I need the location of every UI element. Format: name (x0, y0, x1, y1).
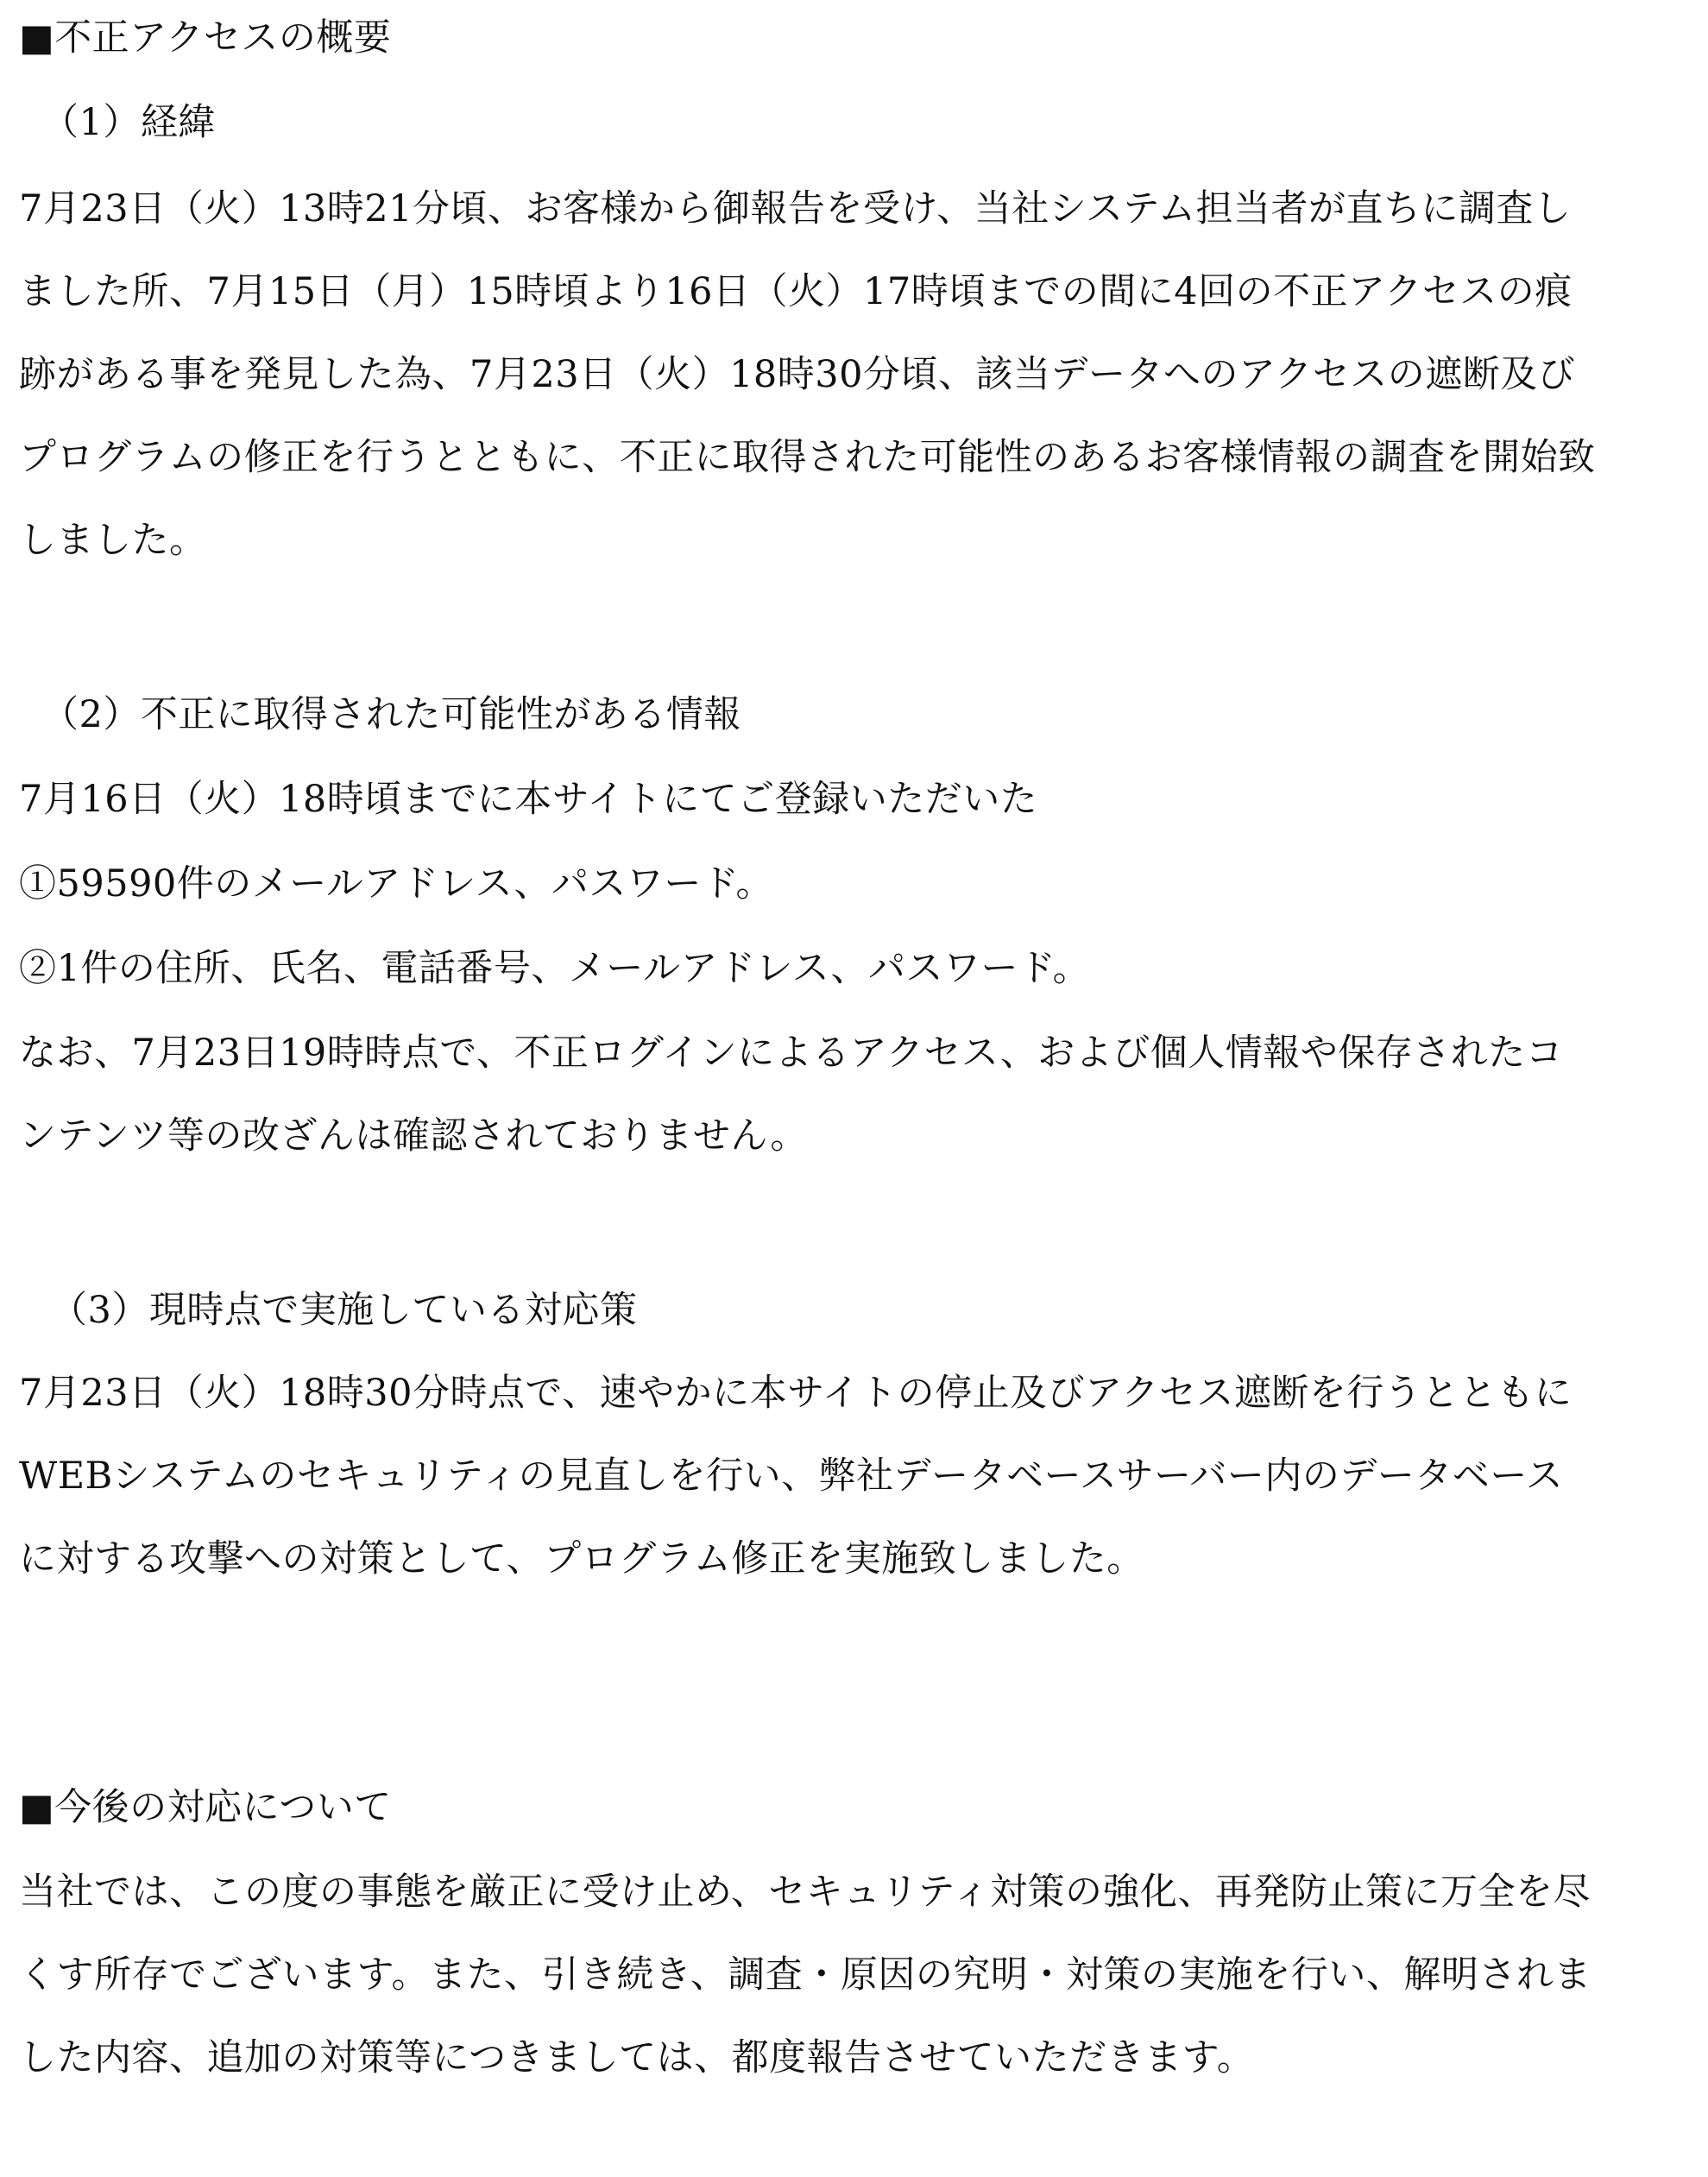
paragraph-line: 7月23日（火）13時21分頃、お客様から御報告を受け、当社システム担当者が直ちに調査し (19, 187, 1572, 230)
list-item: ①59590件のメールアドレス、パスワード。 (19, 862, 774, 906)
paragraph-line: に対する攻撃への対策として、プログラム修正を実施致しました。 (19, 1537, 1144, 1581)
subsection-heading-current-countermeasures: （3）現時点で実施している対応策 (50, 1289, 638, 1332)
paragraph-line: した内容、追加の対策等につきましては、都度報告させていただきます。 (19, 2036, 1255, 2079)
paragraph-line: 7月16日（火）18時頃までに本サイトにてご登録いただいた (19, 778, 1038, 821)
paragraph-line: 7月23日（火）18時30分時点で、速やかに本サイトの停止及びアクセス遮断を行うとともに (19, 1372, 1572, 1415)
paragraph-line: 跡がある事を発見した為、7月23日（火）18時30分頃、該当データへのアクセスの遮断及び (19, 353, 1576, 396)
paragraph-line: しました。 (19, 519, 207, 562)
section-heading-future-response: ■今後の対応について (19, 1786, 392, 1829)
section-heading-unauthorized-access-overview: ■不正アクセスの概要 (19, 16, 392, 60)
paragraph-line: くす所存でございます。また、引き続き、調査・原因の究明・対策の実施を行い、解明されま (19, 1953, 1591, 1997)
list-item: ②1件の住所、氏名、電話番号、メールアドレス、パスワード。 (19, 947, 1091, 990)
paragraph-line: プログラムの修正を行うとともに、不正に取得された可能性のあるお客様情報の調査を開始致 (19, 436, 1596, 479)
paragraph-line: ました所、7月15日（月）15時頃より16日（火）17時頃までの間に4回の不正アクセスの痕 (19, 270, 1572, 313)
paragraph-line: 当社では、この度の事態を厳正に受け止め、セキュリティ対策の強化、再発防止策に万全を尽 (19, 1871, 1591, 1914)
subsection-heading-background: （1）経緯 (41, 101, 216, 144)
subsection-heading-possibly-obtained-info: （2）不正に取得された可能性がある情報 (41, 693, 741, 736)
paragraph-line: WEBシステムのセキュリティの見直しを行い、弊社データベースサーバー内のデータベース (19, 1454, 1564, 1498)
paragraph-line: なお、7月23日19時時点で、不正ログインによるアクセス、および個人情報や保存されたコ (19, 1032, 1564, 1075)
paragraph-line: ンテンツ等の改ざんは確認されておりません。 (19, 1114, 808, 1158)
